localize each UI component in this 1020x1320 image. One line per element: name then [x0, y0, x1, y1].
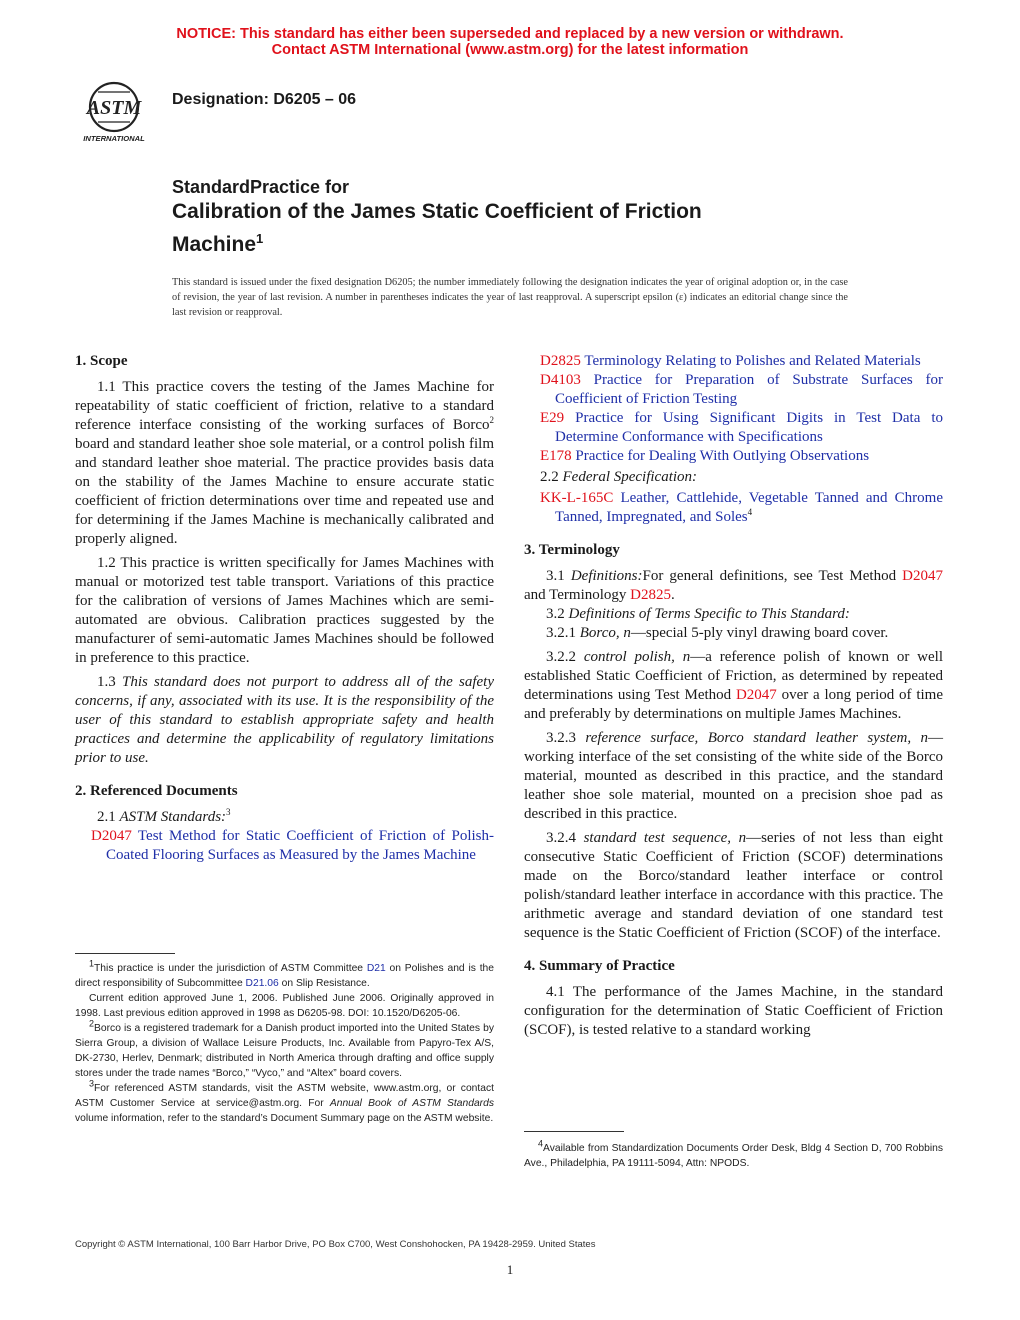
left-column [75, 352, 494, 870]
ref-d4103[interactable]: D4103 Practice for Preparation of Substrate Surfaces for Coefficient of Friction Testing [540, 372, 943, 407]
term-3-2-2: 3.2.2 control polish, n—a reference polish of known or well established Static Coefficient of Friction, as determined by repeated determinations using Test Method D2047 over a long period of time and preferably by determinations on multiple James Machines. [524, 649, 943, 722]
ref-kk-l-165c[interactable]: KK-L-165C Leather, Cattlehide, Vegetable Tanned and Chrome Tanned, Impregnated, and Soles$^4$ [540, 490, 943, 525]
footnote-2: $^2$Borco is a registered trademark for a Danish product imported into the United States by Sierra Group, a division of Wallace Leisure Products, Inc. Available from Papyro-Tex A/S, DK-2730, Herlev, Denmark; distributed in North America through drafting and office supply stores under the trade names “Borco,” “Vyco,” and “Altex” board covers. [75, 1018, 494, 1079]
term-3-2-1: 3.2.1 Borco, n—special 5-ply vinyl drawing board cover. [546, 625, 889, 641]
xref-d2047[interactable]: D2047 [902, 568, 943, 584]
document-title [172, 176, 872, 258]
page-number: 1 [506, 1262, 514, 1277]
ref-e29[interactable]: E29 Practice for Using Significant Digits in Test Data to Determine Conformance with Specifications [540, 410, 943, 445]
astm-logo [76, 78, 158, 144]
copyright-line: Copyright © ASTM International, 100 Barr Harbor Drive, PO Box C700, West Conshohocken, PA 19428-2959. United States [75, 1239, 596, 1250]
title-line-1: StandardPractice for [172, 177, 350, 197]
footnote-4: $^4$Available from Standardization Documents Order Desk, Bldg 4 Section D, 700 Robbins Ave., Philadelphia, PA 19111-5094, Attn: NPODS. [524, 1138, 943, 1169]
scope-1-3: 1.3 This standard does not purport to address all of the safety concerns, if any, associated with its use. It is the responsibility of the user of this standard to establish appropriate safety and health practices and determine the applicability of regulatory limitations prior to use. [75, 674, 495, 766]
footnote-1-edition: Current edition approved June 1, 2006. Published June 2006. Originally approved in 1998. Last previous edition approved in 1998 as D6205-98. DOI: 10.1520/D6205-06. [75, 993, 494, 1019]
xref-d2047-2[interactable]: D2047 [735, 687, 777, 703]
right-column [524, 352, 943, 1045]
footnotes-left [75, 958, 495, 1126]
footnotes-right [524, 1138, 943, 1171]
astm-standards-label: 2.1 ASTM Standards:$^3$ [97, 807, 231, 825]
issuance-note: This standard is issued under the fixed designation D6205; the number immediately following the designation indicates the year of original adoption or, in the case of revision, the year of last revision. A number in parentheses indicates the year of last reapproval. A superscript epsilon (ε) indicates an editorial change since the last revision or reapproval. [172, 277, 848, 318]
term-3-2: 3.2 Definitions of Terms Specific to This Standard: [546, 606, 850, 622]
footnote-rule-right [524, 1131, 624, 1132]
scope-1-2: 1.2 This practice is written specifically for James Machines with manual or motorized test table transport. Variations of this practice for the calibration of versions of James Machines which are semi-automated are obvious. Calibration practices suggested by the manufacturer of semi-automatic James Machines should be followed in preference to this practice. [75, 555, 494, 666]
ref-d2047[interactable]: D2047 Test Method for Static Coefficient of Friction of Polish-Coated Flooring Surfaces as Measured by the James Machine [91, 828, 494, 863]
section-refdocs-heading: 2. Referenced Documents [75, 783, 238, 799]
federal-spec-label: 2.2 Federal Specification: [540, 469, 698, 485]
footnote-rule-left [75, 953, 175, 954]
ref-d2825[interactable]: D2825 Terminology Relating to Polishes and Related Materials [540, 353, 921, 369]
section-terminology-heading: 3. Terminology [524, 542, 620, 558]
title-line-2: Calibration of the James Static Coefficient of Friction [172, 200, 702, 223]
xref-d2825[interactable]: D2825 [630, 587, 672, 603]
term-3-2-4: 3.2.4 standard test sequence, n—series of not less than eight consecutive Static Coefficient of Friction (SCOF) determinations made on the Borco/standard leather interface or control polish/standard leather interface in accordance with this practice. The arithmetic average and standard deviation of one standard test sequence is the Static Coefficient of Friction (SCOF) of the interface. [524, 830, 943, 941]
footnote-link-d21[interactable]: D21 [366, 963, 386, 974]
term-3-2-3: 3.2.3 reference surface, Borco standard leather system, n—working interface of the set consisting of the white side of the Borco material, mounted as described in this practice, and the standard leather shoe sole material, mounted on a precision shoe pad as described in this practice. [524, 730, 943, 822]
title-footnote-marker: 1 [256, 231, 264, 246]
footnote-3: $^3$For referenced ASTM standards, visit the ASTM website, www.astm.org, or contact ASTM Customer Service at service@astm.org. For Annual Book of ASTM Standards volume information, refer to the standard’s Document Summary page on the ASTM website. [75, 1078, 494, 1124]
notice-line-1: NOTICE: This standard has either been superseded and replaced by a new version or withdrawn. [176, 26, 844, 42]
section-scope-heading: 1. Scope [75, 353, 128, 369]
summary-4-1: 4.1 The performance of the James Machine, in the standard configuration for the determination of Static Coefficient of Friction (SCOF), is tested relative to a standard working [524, 984, 943, 1038]
logo-text-international: INTERNATIONAL [83, 134, 145, 143]
term-3-1: 3.1 Definitions:For general definitions, see Test Method D2047 and Terminology D2825. [524, 568, 943, 603]
scope-1-1: 1.1 This practice covers the testing of the James Machine for repeatability of static coefficient of friction, relative to a standard reference interface consisting of the working surfaces of Borco$^2$ board and standard leather shoe sole material, or a control polish film and standard leather shoe material. The practice provides basis data on the stability of the James Machine to ensure accurate static coefficient of friction determinations over time and repeated use and for determining if the James Machine is mechanically calibrated and properly aligned. [75, 379, 494, 547]
footnote-1: $^1$This practice is under the jurisdiction of ASTM Committee D21 on Polishes and is the direct responsibility of Subcommittee D21.06 on Slip Resistance. [75, 958, 495, 989]
ref-e178[interactable]: E178 Practice for Dealing With Outlying Observations [540, 448, 870, 464]
footnote-link-d21-06[interactable]: D21.06 [245, 978, 279, 989]
notice-line-2: Contact ASTM International (www.astm.org) for the latest information [271, 41, 749, 58]
designation: Designation: D6205 – 06 [172, 91, 357, 108]
section-summary-heading: 4. Summary of Practice [524, 958, 675, 974]
title-line-3: Machine$^1$ [172, 231, 264, 256]
withdrawal-notice [0, 27, 1020, 58]
logo-text-astm: ASTM [86, 97, 142, 119]
